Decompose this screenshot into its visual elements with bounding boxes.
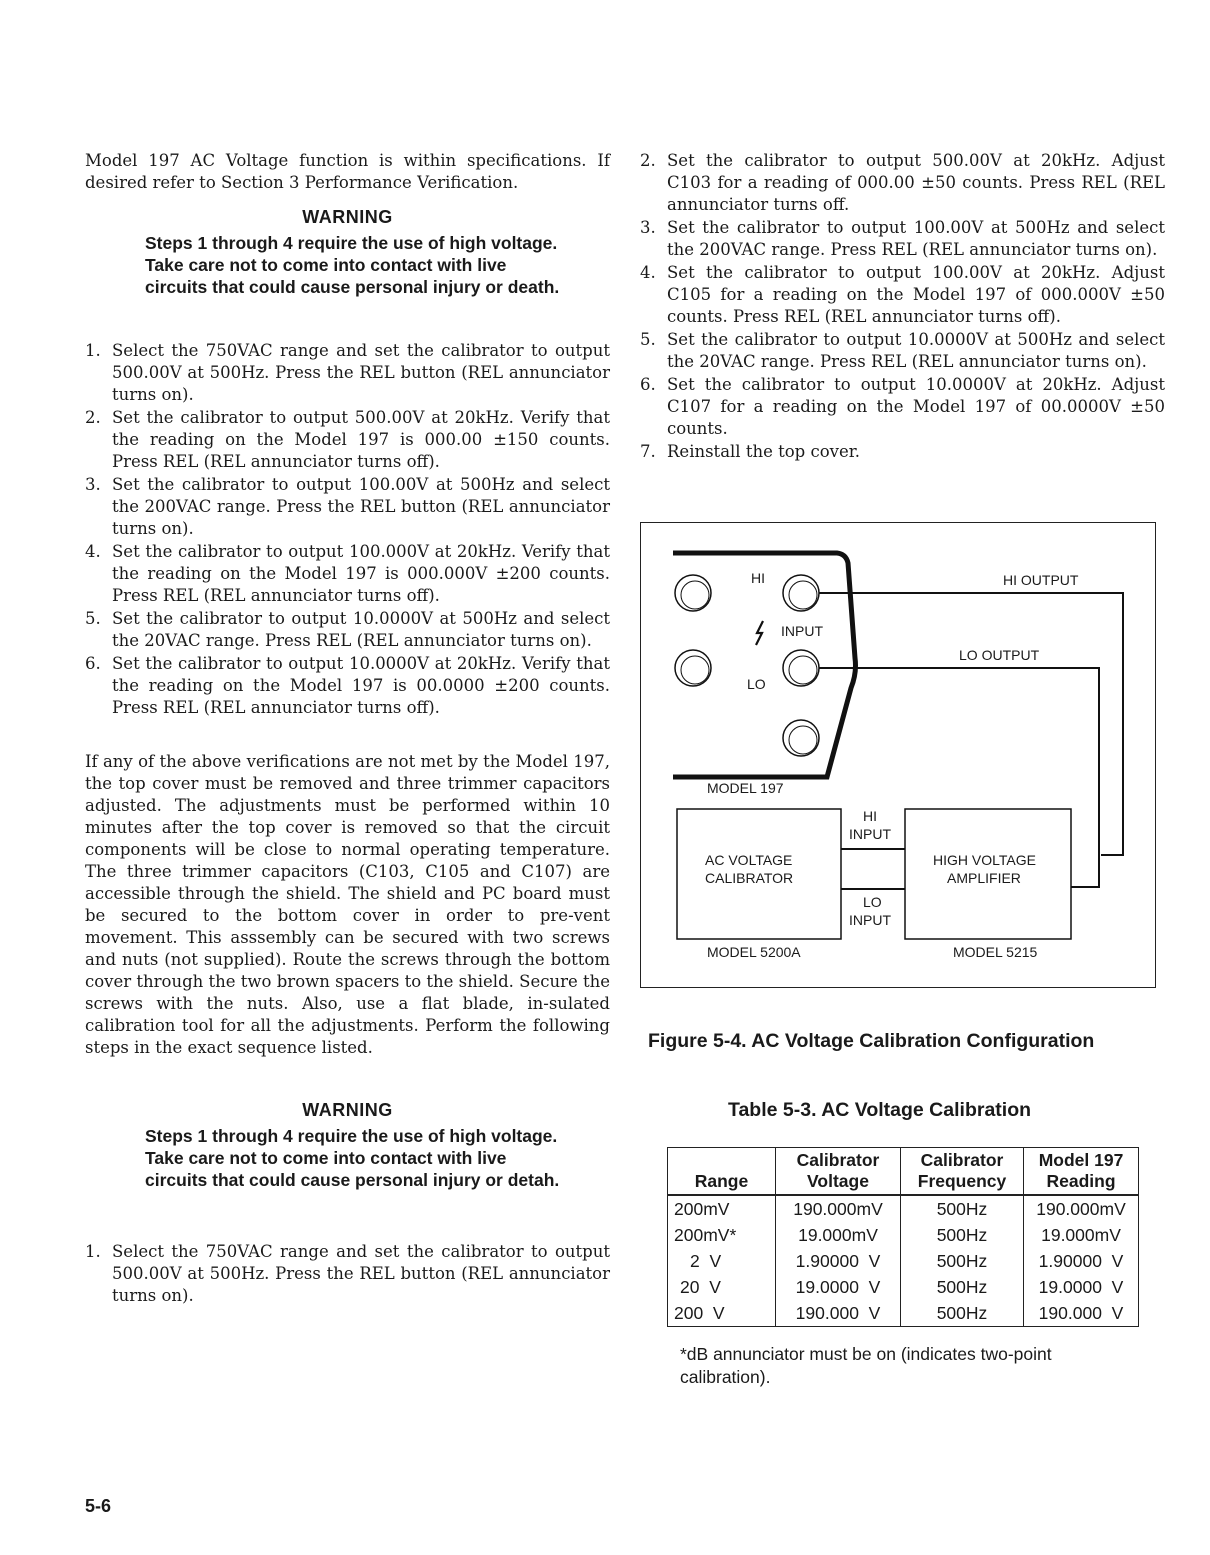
table-header-row (668, 1148, 1139, 1196)
cell-frequency: 500Hz (901, 1300, 1024, 1327)
terminal-icon (675, 575, 711, 611)
hi-terminal-label: HI (751, 570, 765, 586)
table-row (668, 1274, 1139, 1300)
terminal-icon (675, 650, 711, 686)
table-row (668, 1195, 1139, 1222)
warning-body: Steps 1 through 4 require the use of high voltage. Take care not to come into contact with live circuits that could cause personal injury or detah. (145, 1126, 560, 1190)
list-item: 7. Reinstall the top cover. (640, 442, 861, 461)
cell-voltage: 19.0000 V (776, 1274, 901, 1300)
page-number: 5-6 (85, 1496, 112, 1516)
lo-terminal-label: LO (747, 676, 766, 692)
cell-range: 200 V (668, 1300, 776, 1327)
high-voltage-warning-icon (756, 621, 763, 645)
cell-reading: 190.000mV (1024, 1195, 1139, 1222)
terminal-icon (789, 726, 817, 754)
list-item: 2. Set the calibrator to output 500.00V at 20kHz. Adjust C103 for a reading of 000.00 ±50 counts. Press REL (REL annunciator turns off. (640, 151, 1165, 214)
calibrator-label-line2: CALIBRATOR (705, 870, 794, 886)
terminal-icon (681, 656, 709, 684)
list-item: 1. Select the 750VAC range and set the calibrator to output 500.00V at 500Hz. Press the REL button (REL annunciator turns on). (85, 1242, 610, 1305)
list-item: 4. Set the calibrator to output 100.000V at 20kHz. Verify that the reading on the Model 197 is 000.000V ±200 counts. Press REL (REL annunciator turns off). (85, 542, 610, 605)
hi-input-label-line1: HI (863, 808, 877, 824)
figure-caption: Figure 5-4. AC Voltage Calibration Configuration (648, 1030, 1095, 1052)
cell-voltage: 190.000 V (776, 1300, 901, 1327)
table-row (668, 1300, 1139, 1327)
column-header-voltage: Calibrator Voltage (776, 1148, 901, 1196)
warning-title: WARNING (302, 207, 393, 227)
model-197-label: MODEL 197 (707, 780, 784, 796)
calibrator-label-line1: AC VOLTAGE (705, 852, 793, 868)
lo-input-label-line2: INPUT (849, 912, 891, 928)
input-label: INPUT (781, 623, 823, 639)
model-5215-label: MODEL 5215 (953, 944, 1038, 960)
warning-title: WARNING (302, 1100, 393, 1120)
cell-frequency: 500Hz (901, 1248, 1024, 1274)
cell-reading: 1.90000 V (1024, 1248, 1139, 1274)
lo-input-terminal-icon (783, 650, 819, 686)
lo-input-terminal-icon (789, 656, 817, 684)
column-header-reading: Model 197 Reading (1024, 1148, 1139, 1196)
model-5200a-label: MODEL 5200A (707, 944, 801, 960)
verify-steps-list (85, 340, 610, 719)
ac-voltage-calibration-table (667, 1147, 1139, 1327)
model-197-outline (673, 553, 856, 777)
hi-output-label: HI OUTPUT (1003, 572, 1079, 588)
lo-output-label: LO OUTPUT (959, 647, 1040, 663)
amplifier-label-line1: HIGH VOLTAGE (933, 852, 1036, 868)
adjust-steps-list-continued (640, 150, 1165, 463)
cell-range: 200mV (668, 1195, 776, 1222)
table-title: Table 5-3. AC Voltage Calibration (728, 1099, 1032, 1121)
list-item: 5. Set the calibrator to output 10.0000V at 500Hz and select the 20VAC range. Press REL (REL annunciator turns on). (85, 609, 610, 650)
table-row (668, 1222, 1139, 1248)
adjust-paragraph: If any of the above verifications are not met by the Model 197, the top cover must be removed and three trimmer capacitors adjusted. The adjustments must be performed within 10 minutes after the top cover is removed so that the circuit components will be close to normal operating temperature. The three trimmer capacitors (C103, C105 and C107) are accessible through the shield. The shield and PC board must be secured to the bottom cover in order to pre-vent movement. This asssembly can be secured with two screws and nuts (not supplied). Route the screws through the bottom cover through the two brown spacers to the shield. Secure the screws with the nuts. Also, use a flat blade, in-sulated calibration tool for all the adjustments. Perform the following steps in the exact sequence listed. (85, 752, 610, 1057)
cell-reading: 19.000mV (1024, 1222, 1139, 1248)
list-item: 5. Set the calibrator to output 10.0000V at 500Hz and select the 20VAC range. Press REL (REL annunciator turns on). (640, 330, 1165, 371)
terminal-icon (681, 581, 709, 609)
hi-input-label-line2: INPUT (849, 826, 891, 842)
list-item: 4. Set the calibrator to output 100.00V at 20kHz. Adjust C105 for a reading on the Model 197 of 000.000V ±50 counts. Press REL (REL annunciator turns off). (640, 263, 1165, 326)
cell-range: 200mV* (668, 1222, 776, 1248)
cell-reading: 19.0000 V (1024, 1274, 1139, 1300)
list-item: 2. Set the calibrator to output 500.00V at 20kHz. Verify that the reading on the Model 197 is 000.00 ±150 counts. Press REL (REL annunciator turns off). (85, 408, 610, 471)
list-item: 1. Select the 750VAC range and set the calibrator to output 500.00V at 500Hz. Press the REL button (REL annunciator turns on). (85, 341, 610, 404)
cell-frequency: 500Hz (901, 1195, 1024, 1222)
adjust-steps-list (85, 1241, 610, 1307)
warning-body: Steps 1 through 4 require the use of high voltage. Take care not to come into contact with live circuits that could cause personal injury or death. (145, 233, 560, 297)
cell-voltage: 19.000mV (776, 1222, 901, 1248)
hi-input-terminal-icon (789, 581, 817, 609)
calibration-configuration-figure (640, 522, 1156, 988)
amplifier-label-line2: AMPLIFIER (947, 870, 1021, 886)
cell-reading: 190.000 V (1024, 1300, 1139, 1327)
intro-paragraph: Model 197 AC Voltage function is within specifications. If desired refer to Section 3 Performance Verification. (85, 151, 610, 192)
cell-frequency: 500Hz (901, 1222, 1024, 1248)
list-item: 3. Set the calibrator to output 100.00V at 500Hz and select the 200VAC range. Press REL (REL annunciator turns on). (640, 218, 1165, 259)
column-header-frequency: Calibrator Frequency (901, 1148, 1024, 1196)
list-item: 6. Set the calibrator to output 10.0000V at 20kHz. Verify that the reading on the Model 197 is 00.0000 ±200 counts. Press REL (REL annunciator turns off). (85, 654, 610, 717)
list-item: 6. Set the calibrator to output 10.0000V at 20kHz. Adjust C107 for a reading on the Model 197 of 00.0000V ±50 counts. (640, 375, 1165, 438)
cell-range: 2 V (668, 1248, 776, 1274)
table-row (668, 1248, 1139, 1274)
column-header-range: Range (668, 1148, 776, 1196)
hi-input-terminal-icon (783, 575, 819, 611)
terminal-icon (783, 720, 819, 756)
wiring-diagram (641, 523, 1157, 989)
cell-voltage: 1.90000 V (776, 1248, 901, 1274)
cell-frequency: 500Hz (901, 1274, 1024, 1300)
list-item: 3. Set the calibrator to output 100.00V at 500Hz and select the 200VAC range. Press the REL button (REL annunciator turns on). (85, 475, 610, 538)
lo-input-label-line1: LO (863, 894, 882, 910)
right-column (640, 150, 1165, 464)
table-footnote: *dB annunciator must be on (indicates two-point calibration). (680, 1344, 1052, 1387)
cell-voltage: 190.000mV (776, 1195, 901, 1222)
left-column (85, 150, 610, 1308)
cell-range: 20 V (668, 1274, 776, 1300)
